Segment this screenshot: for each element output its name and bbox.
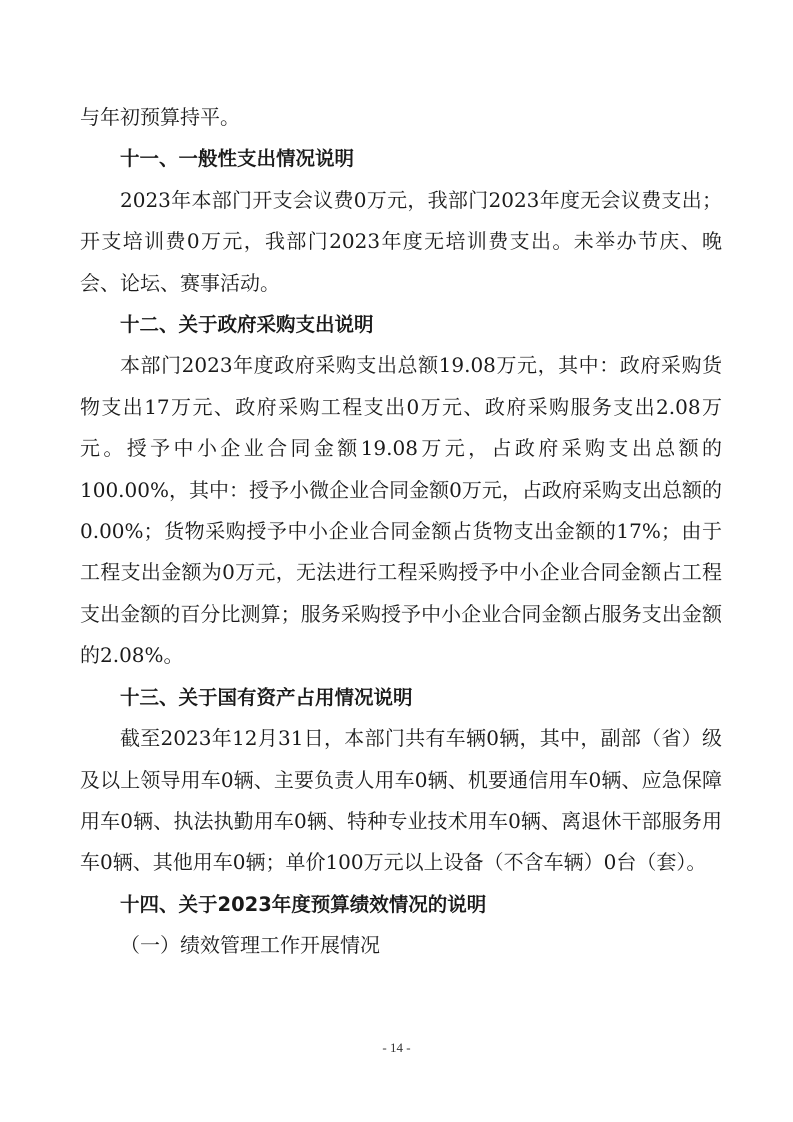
- paragraph-procurement: 本部门2023年度政府采购支出总额19.08万元，其中：政府采购货物支出17万元、政府采购工程支出0万元、政府采购服务支出2.08万元。授予中小企业合同金额19.08万元，占政府采购支出总额的100.00%，其中：授予小微企业合同金额0万元，占政府采购支出总额的0.00%；货物采购授予中小企业合同金额占货物支出金额的17%；由于工程支出金额为0万元，无法进行工程采购授予中小企业合同金额占工程支出金额的百分比测算；服务采购授予中小企业合同金额占服务支出金额的2.08%。: [80, 353, 722, 668]
- paragraph-state-assets: 截至2023年12月31日，本部门共有车辆0辆，其中，副部（省）级及以上领导用车0辆、主要负责人用车0辆、机要通信用车0辆、应急保障用车0辆、执法执勤用车0辆、特种专业技术用车0辆、离退休干部服务用车0辆、其他用车0辆；单价100万元以上设备（不含车辆）0台（套）。: [80, 726, 722, 875]
- paragraph-continuation: 与年初预算持平。: [80, 105, 240, 129]
- section-heading-14: 十四、关于2023年度预算绩效情况的说明: [120, 892, 487, 916]
- section-heading-11: 十一、一般性支出情况说明: [120, 147, 355, 171]
- paragraph-general-expenditure: 2023年本部门开支会议费0万元，我部门2023年度无会议费支出；开支培训费0万元，我部门2023年度无培训费支出。未举办节庆、晚会、论坛、赛事活动。: [80, 187, 722, 295]
- page-number: - 14 -: [382, 1040, 411, 1055]
- document-body: [80, 97, 722, 967]
- section-heading-12: 十二、关于政府采购支出说明: [120, 313, 374, 337]
- subsection-heading-1: （一）绩效管理工作开展情况: [120, 933, 380, 958]
- section-heading-13: 十三、关于国有资产占用情况说明: [120, 685, 413, 709]
